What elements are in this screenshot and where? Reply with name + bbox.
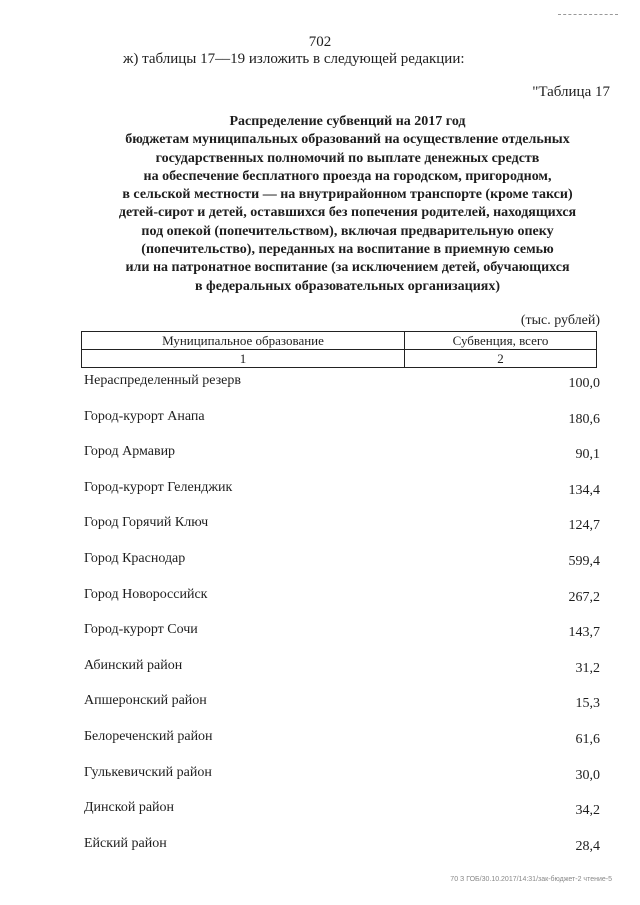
column-header-subvention: Субвенция, всего	[405, 332, 597, 350]
intro-text: ж) таблицы 17––19 изложить в следующей редакции:	[123, 51, 465, 67]
units-label: (тыс. рублей)	[520, 313, 600, 328]
footer-text: 70 З ГОБ/30.10.2017/14:31/зак-бюджет-2 чтение-5	[450, 876, 612, 883]
title-line: на обеспечение бесплатного проезда на городском, пригородном,	[143, 168, 552, 184]
table-row	[84, 444, 600, 480]
municipality-name: Апшеронский район	[84, 693, 207, 709]
municipality-name: Нераспределенный резерв	[84, 373, 241, 388]
page-number: 702	[308, 34, 332, 50]
table-row	[84, 800, 600, 836]
column-number-row	[82, 350, 597, 368]
municipality-name: Город-курорт Сочи	[84, 622, 198, 638]
subvention-value: 267,2	[568, 589, 600, 605]
subvention-value: 30,0	[575, 767, 600, 783]
subvention-value: 124,7	[568, 518, 600, 534]
municipality-name: Город-курорт Геленджик	[84, 479, 233, 495]
subvention-value: 100,0	[568, 376, 600, 391]
table-row	[84, 480, 600, 516]
title-line: под опекой (попечительством), включая предварительную опеку	[141, 223, 554, 239]
subvention-value: 61,6	[575, 731, 600, 747]
document-title	[80, 113, 615, 296]
municipality-name: Динской район	[84, 800, 175, 816]
title-line: государственных полномочий по выплате денежных средств	[155, 150, 540, 166]
subvention-value: 143,7	[568, 625, 600, 641]
column-number: 2	[405, 350, 597, 368]
municipality-name: Город Краснодар	[84, 550, 186, 566]
header-row	[82, 332, 597, 350]
municipality-name: Абинский район	[84, 657, 183, 673]
column-number: 1	[82, 350, 405, 368]
table-header	[81, 331, 597, 368]
title-line: или на патронатное воспитание (за исключением детей, обучающихся	[125, 260, 570, 276]
table-row	[84, 409, 600, 445]
subvention-value: 31,2	[575, 660, 600, 676]
table-row	[84, 551, 600, 587]
subvention-value: 90,1	[575, 447, 600, 463]
table-row	[84, 836, 600, 872]
municipality-name: Белореченский район	[84, 728, 213, 744]
table-row	[84, 587, 600, 623]
table-body	[84, 373, 600, 871]
subvention-value: 15,3	[575, 696, 600, 712]
title-line: Распределение субвенций на 2017 год	[229, 114, 466, 129]
title-line: детей-сирот и детей, оставшихся без попечения родителей, находящихся	[118, 205, 577, 221]
title-line: бюджетам муниципальных образований на осуществление отдельных	[125, 132, 570, 148]
subvention-value: 134,4	[568, 482, 600, 498]
municipality-name: Гулькевичский район	[84, 764, 212, 780]
subvention-value: 599,4	[568, 553, 600, 569]
subvention-value: 34,2	[575, 803, 600, 819]
table-row	[84, 622, 600, 658]
table-label: "Таблица 17	[532, 84, 610, 100]
scan-mark	[558, 14, 618, 15]
table-row	[84, 658, 600, 694]
title-line: (попечительство), переданных на воспитание в приемную семью	[141, 242, 554, 258]
table-row	[84, 729, 600, 765]
subvention-value: 180,6	[568, 411, 600, 427]
title-line: в федеральных образовательных организациях)	[194, 278, 501, 294]
table-row	[84, 515, 600, 551]
municipality-name: Ейский район	[84, 835, 167, 851]
table-row	[84, 765, 600, 801]
municipality-name: Город Новороссийск	[84, 586, 208, 602]
title-line: в сельской местности — на внутрирайонном транспорте (кроме такси)	[122, 187, 573, 203]
municipality-name: Город-курорт Анапа	[84, 408, 205, 424]
subvention-value: 28,4	[575, 838, 600, 854]
municipality-name: Город Армавир	[84, 444, 176, 460]
municipality-name: Город Горячий Ключ	[84, 515, 209, 531]
column-header-municipality: Муниципальное образование	[82, 332, 405, 350]
table-row	[84, 693, 600, 729]
table-row	[84, 373, 600, 409]
